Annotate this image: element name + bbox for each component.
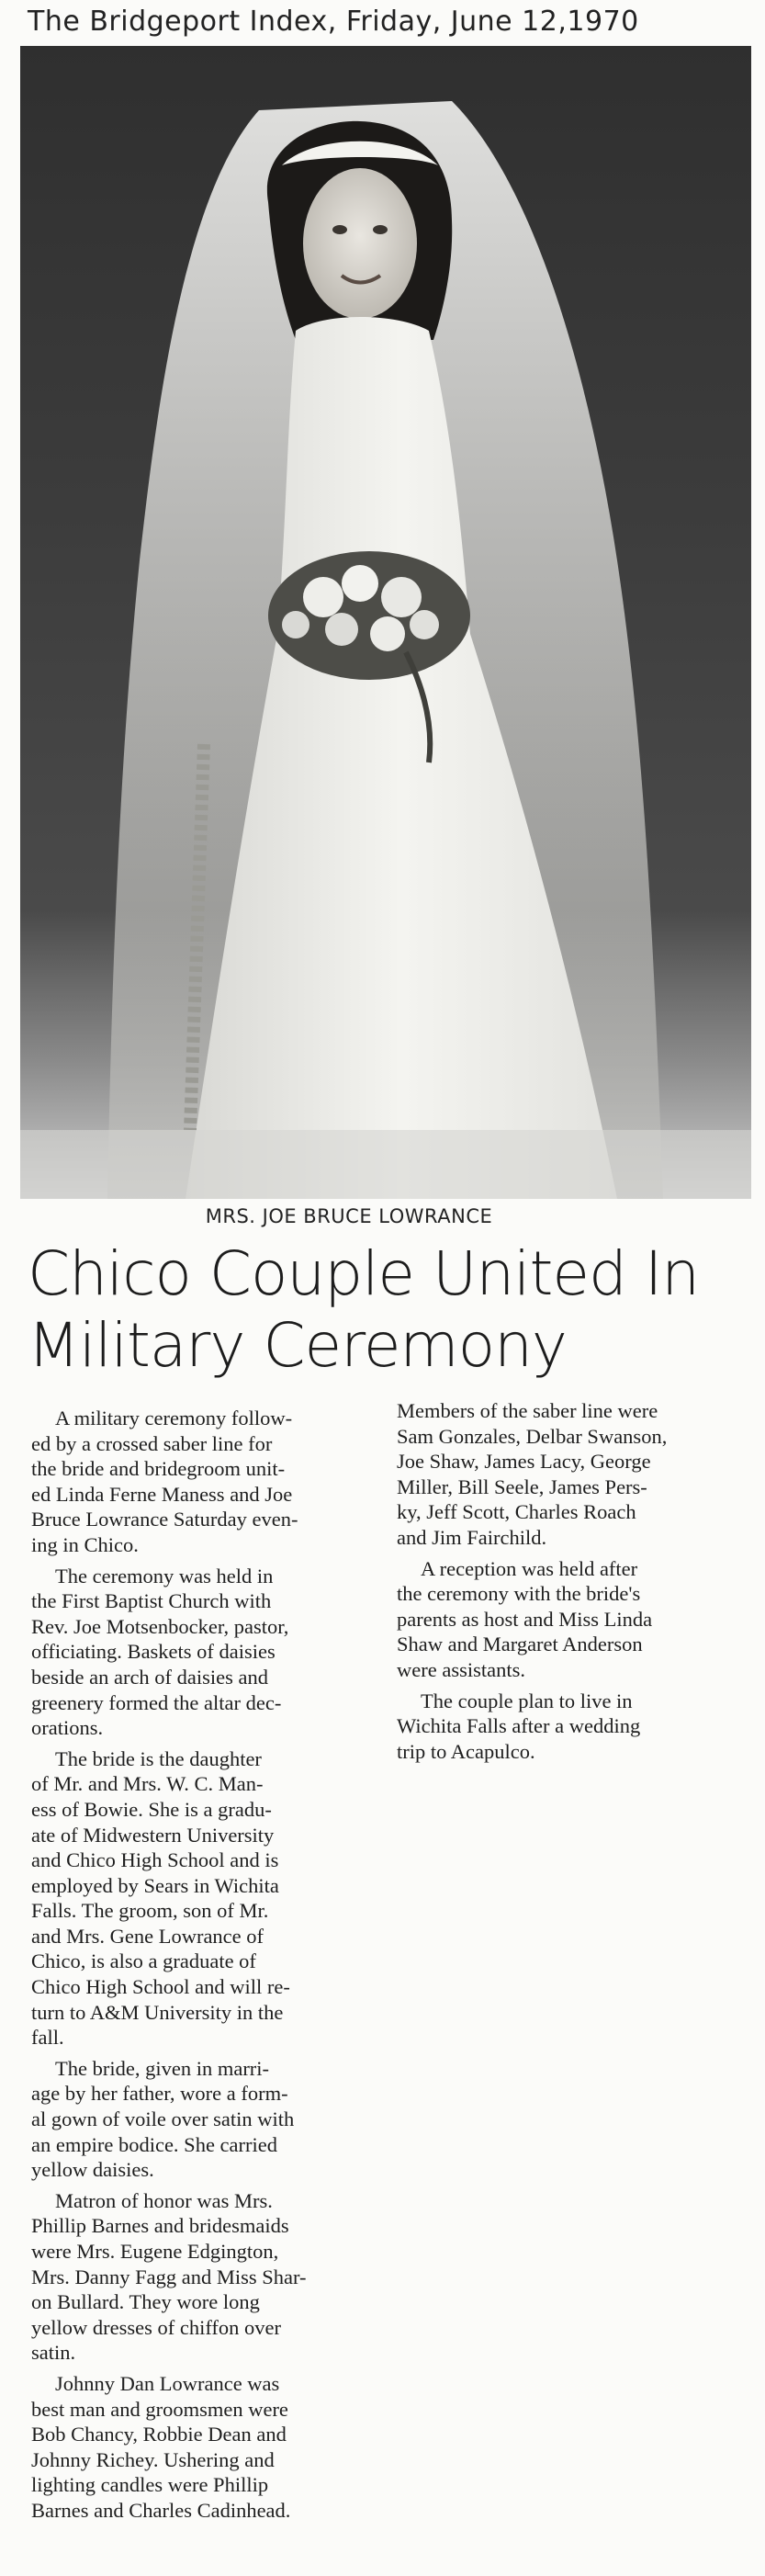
article-paragraph: A military ceremony follow- ed by a crossed saber line for the bride and bridegroom unit- ed Linda Ferne Maness and Joe Bruce Lowrance Saturday even- ing in Chico. [31,1407,298,1556]
headline [28,1238,753,1382]
face-shape [303,168,417,319]
article-paragraph: The couple plan to live in Wichita Falls after a wedding trip to Acapulco. [397,1689,641,1763]
dateline: The Bridgeport Index, Friday, June 12,1970 [28,6,639,38]
article-paragraph: Matron of honor was Mrs. Phillip Barnes and bridesmaids were Mrs. Eugene Edgington, Mrs. Danny Fagg and Miss Shar- on Bullard. They wore long yellow dresses of chiffon over satin. [31,2188,307,2365]
article-paragraph: A reception was held after the ceremony with the bride's parents as host and Miss Linda Shaw and Margaret Anderson were assistants. [397,1556,653,1681]
bride-portrait-photo [20,46,751,1199]
article-paragraph: The ceremony was held in the First Baptist Church with Rev. Joe Motsenbocker, pastor, officiating. Baskets of daisies beside an arch of daisies and greenery formed the altar dec- orations. [31,1564,289,1740]
headline-line-2: Military Ceremony [28,1310,567,1381]
article-column-right [397,1398,746,1769]
photo-caption: MRS. JOE BRUCE LOWRANCE [205,1205,493,1227]
article-paragraph: Johnny Dan Lowrance was best man and groomsmen were Bob Chancy, Robbie Dean and Johnny Richey. Ushering and lighting candles were Phillip Barnes and Charles Cadinhead. [31,2371,291,2522]
article-paragraph: The bride is the daughter of Mr. and Mrs. W. C. Man- ess of Bowie. She is a gradu- ate of Midwestern University and Chico High School and is employed by Sears in Wichita Falls. The groom, son of Mr. and Mrs. Gene Lowrance of Chico, is also a graduate of Chico High School and will re- turn to A&M University in the fall. [31,1746,290,2050]
article-paragraph: Members of the saber line were Sam Gonzales, Delbar Swanson, Joe Shaw, James Lacy, George Miller, Bill Seele, James Pers- ky, Jeff Scott, Charles Roach and Jim Fairchild. [397,1399,668,1549]
headline-line-1: Chico Couple United In [28,1238,700,1309]
bride-portrait-illustration [20,46,751,1199]
article-paragraph: The bride, given in marri- age by her father, wore a form- al gown of voile over satin with an empire bodice. She carried yellow daisies. [31,2056,295,2182]
article-column-left [31,1406,380,2529]
